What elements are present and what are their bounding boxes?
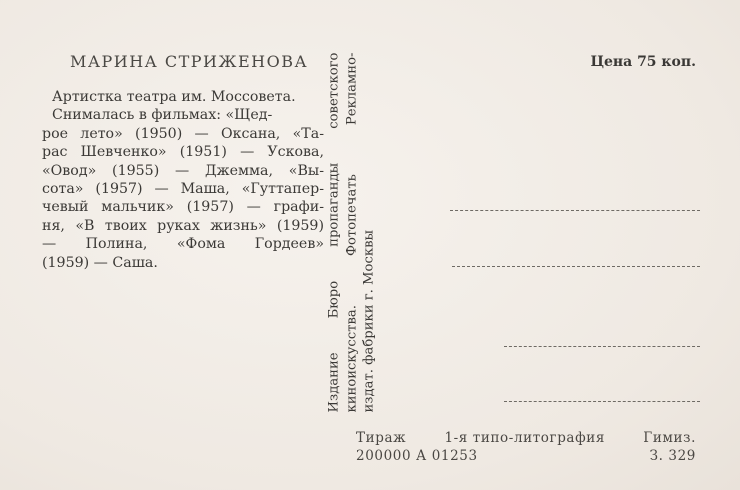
address-line [504, 401, 700, 402]
print-info [356, 430, 696, 465]
printer-name: 1-я типо-литография [444, 430, 605, 446]
print-info-row [356, 430, 696, 448]
publisher-imprint [326, 52, 379, 412]
publisher-line: издат. фабрики г. Москвы [361, 229, 377, 412]
bio-line: Артистка театра им. Моссовета. [52, 89, 296, 105]
publisher-line: Издание Бюро пропаганды советского [326, 52, 342, 412]
print-run-label: Тираж [356, 430, 407, 446]
address-line [450, 210, 700, 211]
address-line [452, 266, 700, 267]
bio-line: рас Шевченко» (1951) — Ускова, [42, 144, 324, 161]
biography-text [42, 88, 324, 272]
actress-name: МАРИНА СТРИЖЕНОВА [70, 52, 309, 71]
bio-line: чевый мальчик» (1957) — графи- [42, 199, 324, 216]
address-line [504, 346, 700, 347]
bio-line: — Полина, «Фома Гордеев» [42, 236, 324, 253]
bio-line: Снималась в фильмах: «Щед- [52, 107, 273, 124]
printer-org: Гимиз. [643, 430, 696, 446]
order-number: З. 329 [649, 447, 696, 464]
print-run-number: 200000 А 01253 [356, 447, 478, 464]
bio-line: рое лето» (1950) — Оксана, «Та- [42, 125, 324, 142]
bio-line: «Овод» (1955) — Джемма, «Вы- [42, 162, 324, 179]
bio-line: ня, «В твоих руках жизнь» (1959) [42, 217, 324, 234]
price-label: Цена 75 коп. [590, 54, 696, 70]
bio-line: (1959) — Саша. [42, 254, 158, 271]
publisher-line: киноискусства. Фотопечать Рекламно- [344, 52, 359, 412]
bio-line: сота» (1957) — Маша, «Гуттапер- [42, 181, 324, 198]
print-info-row [356, 448, 696, 466]
